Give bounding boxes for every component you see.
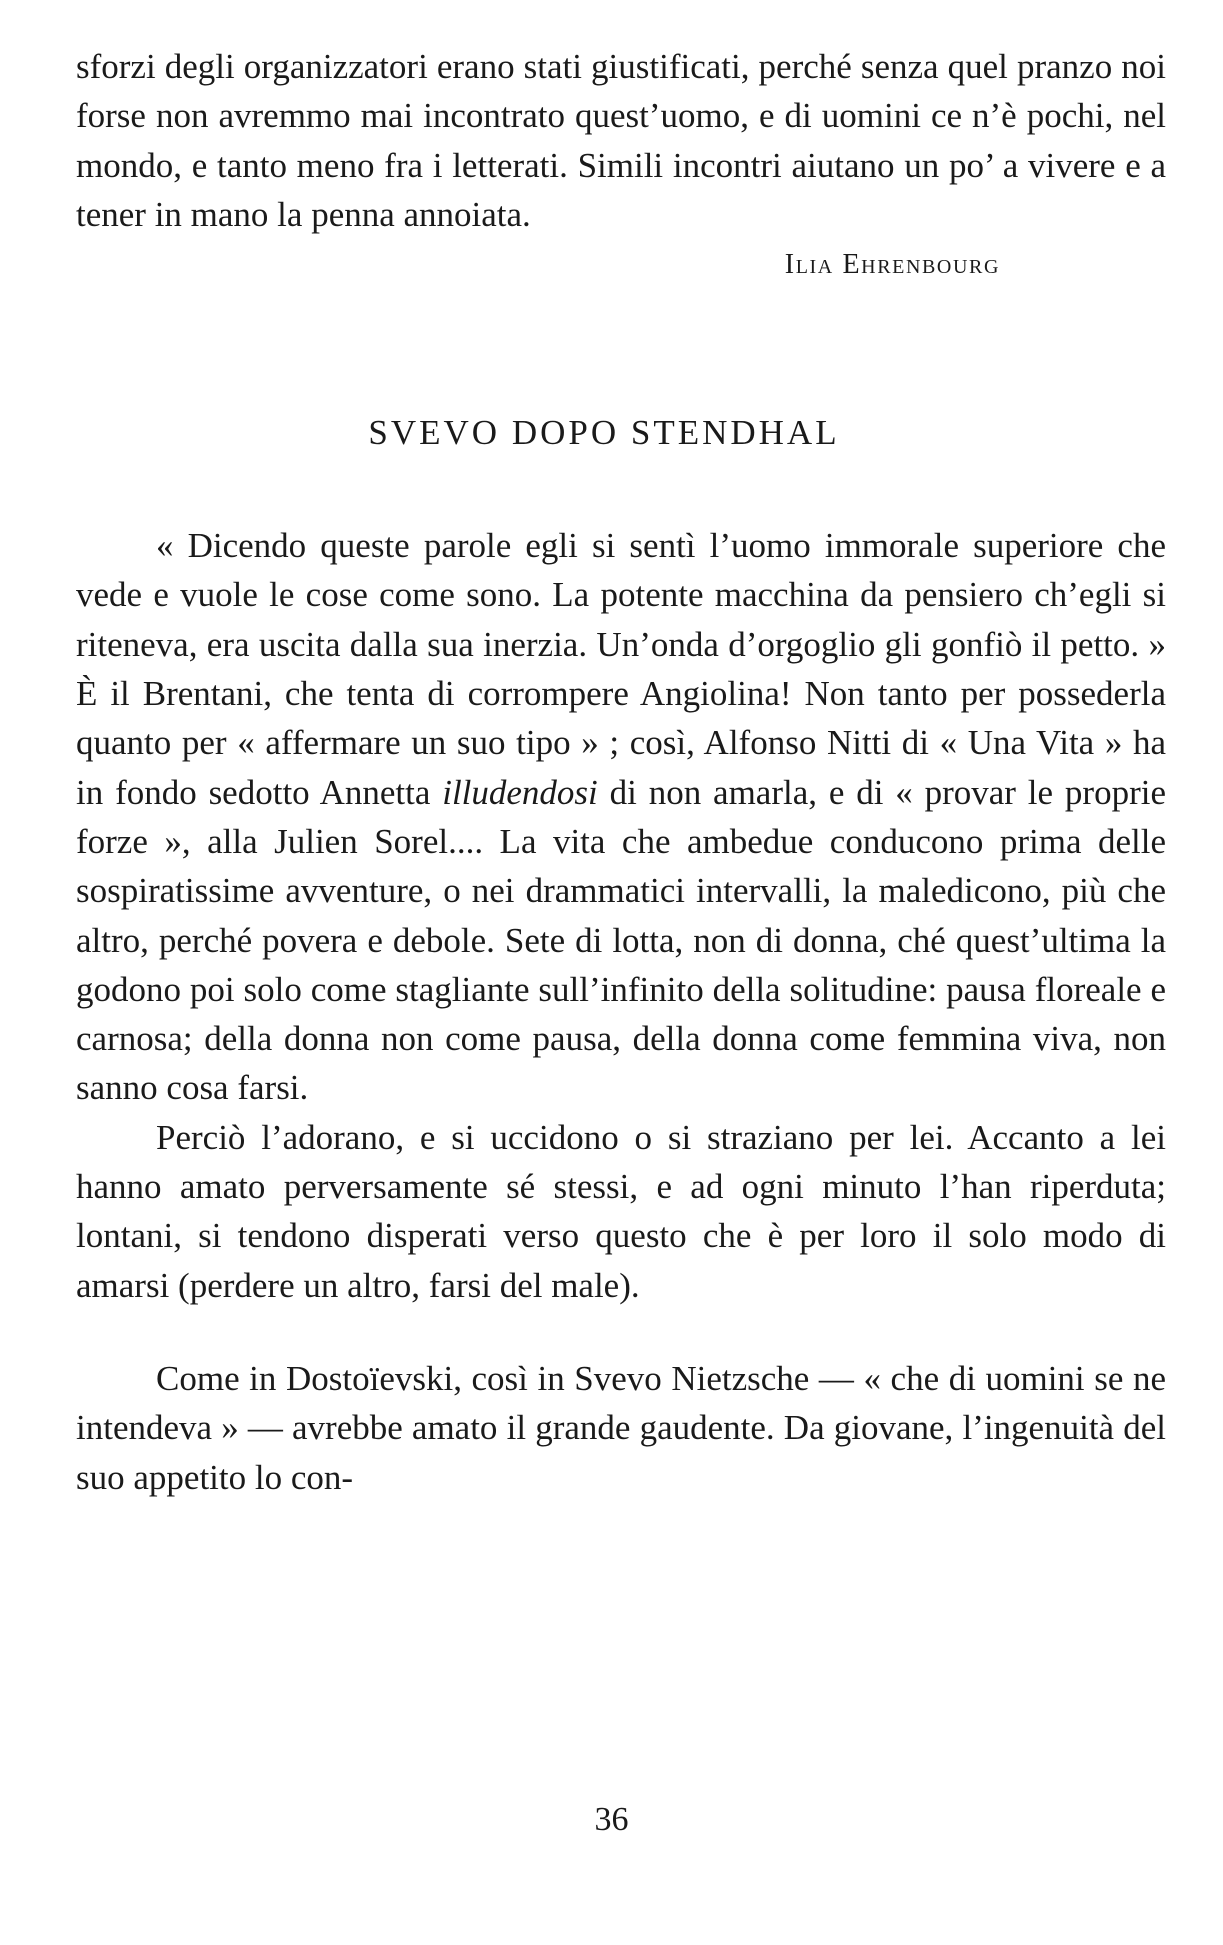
paragraph-2: Perciò l’adorano, e si uccidono o si straziano per lei. Accanto a lei hanno amato perversamente sé stessi, e ad ogni minuto l’han riperduta; lontani, si tendono disperati verso questo che è per loro il solo modo di amarsi (perdere un altro, farsi del male). [76,1117,1166,1305]
paragraph-1 [76,521,1166,1113]
paragraph-1-text-b: di non amarla, e di « provar le proprie forze », alla Julien Sorel.... La vita che ambedue conducono prima delle sospiratissime avventure, o nei drammatici intervalli, la maledicono, più che altro, perché povera e debole. Sete di lotta, non di donna, ché quest’ultima la godono poi solo come stagliante sull’infinito della solitudine: pausa floreale e carnosa; della donna non come pausa, della donna come femmina viva, non sanno cosa farsi. [76,772,1166,1108]
section-title: SVEVO DOPO STENDHAL [368,413,840,453]
author-signature: Ilia Ehrenbourg [784,249,1000,281]
paragraph-3: Come in Dostoïevski, così in Svevo Nietzsche — « che di uomini se ne intendeva » — avrebbe amato il grande gaudente. Da giovane, l’ingenuità del suo appetito lo con- [76,1358,1166,1497]
page-number: 36 [594,1801,629,1838]
intro-paragraph: sforzi degli organizzatori erano stati giustificati, perché senza quel pranzo noi forse non avremmo mai incontrato quest’uomo, e di uomini ce n’è pochi, nel mondo, e tanto meno fra i letterati. Simili incontri aiutano un po’ a vivere e a tener in mano la penna annoiata. [76,47,1166,234]
paragraph-1-text-a: « Dicendo queste parole egli si sentì l’uomo immorale superiore che vede e vuole le cose come sono. La potente macchina da pensiero ch’egli si riteneva, era uscita dalla sua inerzia. Un’onda d’orgoglio gli gonfiò il petto. » È il Brentani, che tenta di corrompere Angiolina! Non tanto per possederla quanto per « affermare un suo tipo » ; così, Alfonso Nitti di « Una Vita » ha in fondo sedotto Annetta [76,526,1166,812]
book-page [76,42,1166,1502]
paragraph-1-italic: illudendosi [442,772,598,812]
